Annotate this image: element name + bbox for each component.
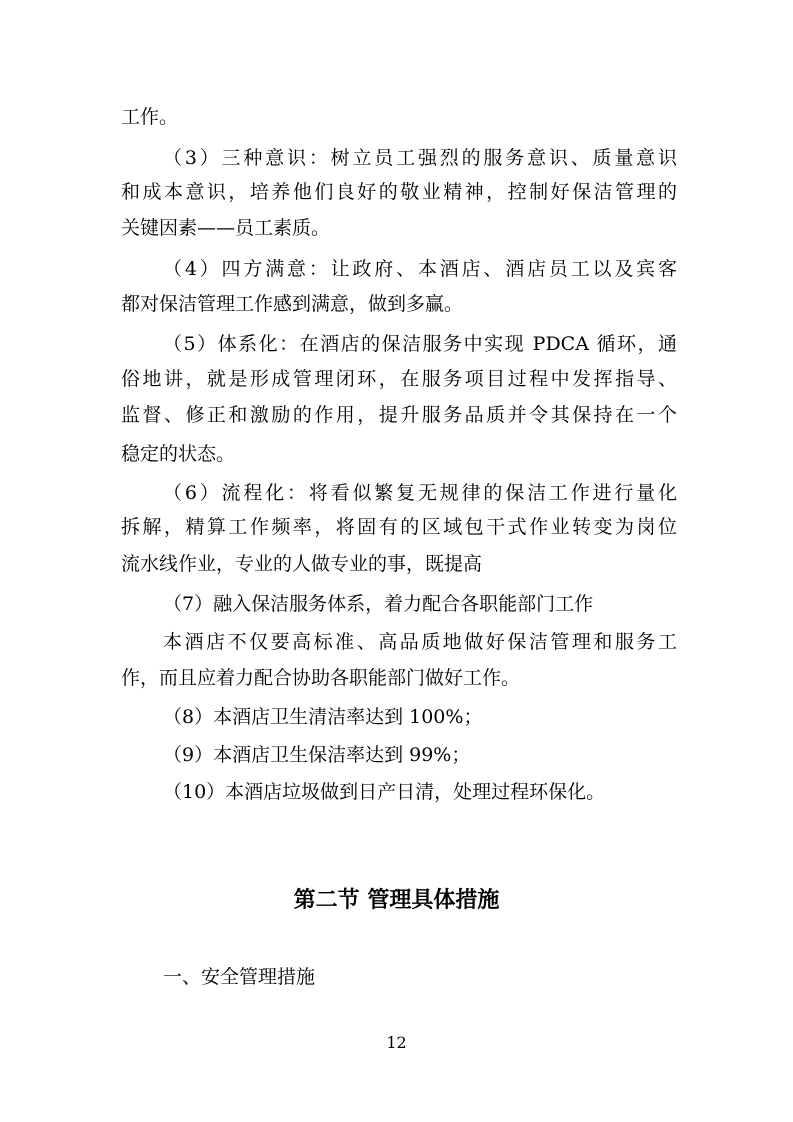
paragraph-3-line-2: 和成本意识，培养他们良好的敬业精神，控制好保洁管理的 [121, 181, 677, 203]
subheading: 一、安全管理措施 [163, 966, 316, 988]
paragraph-4-line-1: （4）四方满意：让政府、本酒店、酒店员工以及宾客 [163, 258, 677, 280]
paragraph-3-line-3: 关键因素——员工素质。 [121, 217, 331, 239]
paragraph-8-line-1: （8）本酒店卫生清洁率达到 100%； [163, 706, 483, 728]
paragraph-5-line-1: （5）体系化：在酒店的保洁服务中实现 PDCA 循环，通 [163, 333, 677, 355]
section-title: 第二节 管理具体措施 [293, 888, 500, 913]
paragraph-6-line-2: 拆解，精算工作频率，将固有的区域包干式作业转变为岗位 [121, 516, 677, 538]
paragraph-body-line-2: 作，而且应着力配合协助各职能部门做好工作。 [121, 667, 521, 689]
text-line: 工作。 [121, 106, 179, 128]
paragraph-6-line-3: 流水线作业，专业的人做专业的事，既提高 [121, 553, 483, 575]
paragraph-5-line-4: 稳定的状态。 [121, 443, 236, 465]
paragraph-9-line-1: （9）本酒店卫生保洁率达到 99%； [163, 744, 471, 766]
paragraph-10-line-1: （10）本酒店垃圾做到日产日清，处理过程环保化。 [163, 781, 606, 803]
paragraph-6-line-1: （6）流程化：将看似繁复无规律的保洁工作进行量化 [163, 482, 677, 504]
paragraph-5-line-3: 监督、修正和激励的作用，提升服务品质并令其保持在一个 [121, 404, 677, 426]
paragraph-body-line-1: 本酒店不仅要高标准、高品质地做好保洁管理和服务工 [163, 631, 677, 653]
paragraph-7-line-1: （7）融入保洁服务体系，着力配合各职能部门工作 [163, 593, 594, 615]
page-number: 12 [386, 1033, 407, 1052]
paragraph-5-line-2: 俗地讲，就是形成管理闭环，在服务项目过程中发挥指导、 [121, 368, 677, 390]
paragraph-4-line-2: 都对保洁管理工作感到满意，做到多赢。 [121, 293, 464, 315]
paragraph-3-line-1: （3）三种意识：树立员工强烈的服务意识、质量意识 [163, 147, 677, 169]
